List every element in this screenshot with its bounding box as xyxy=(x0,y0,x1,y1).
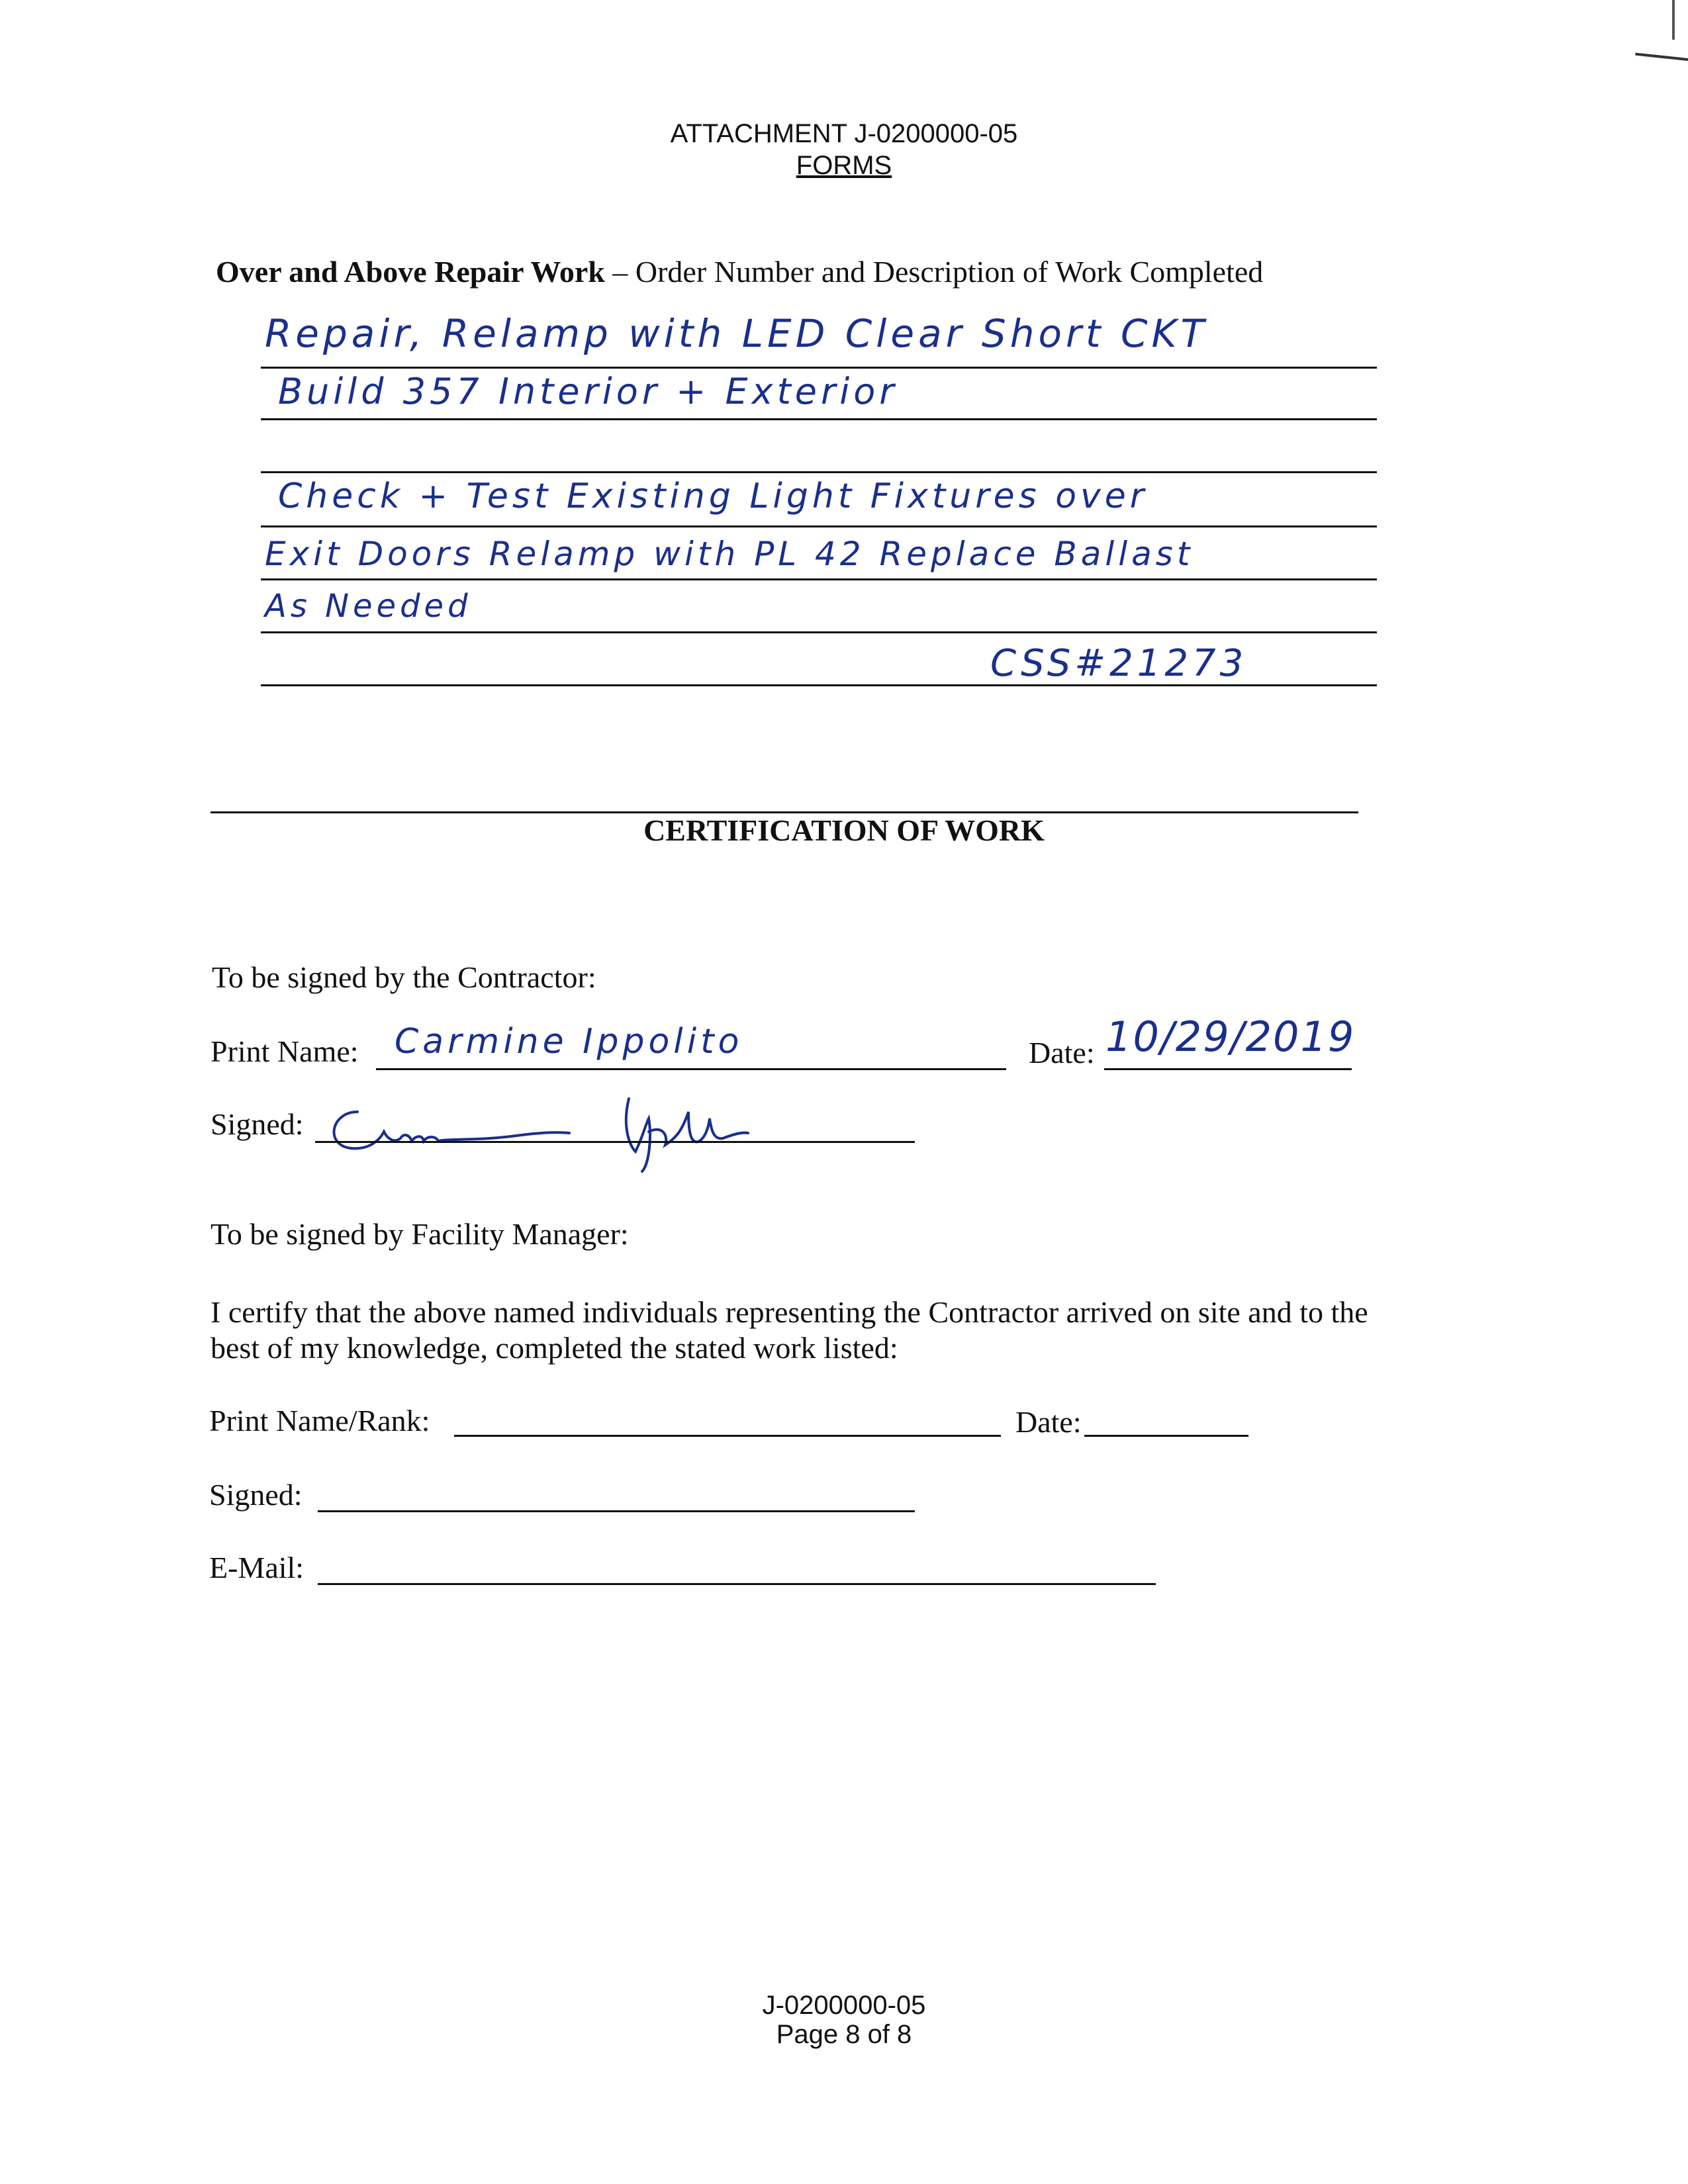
work-rule-4 xyxy=(261,525,1377,527)
scan-edge-mark-vertical xyxy=(1672,0,1675,40)
work-rule-2 xyxy=(261,418,1377,420)
forms-subtitle xyxy=(0,151,1688,181)
contractor-signed-label: Signed: xyxy=(211,1107,304,1141)
certify-statement-line-1: I certify that the above named individuals representing the Contractor arrived on site and to the xyxy=(211,1295,1368,1329)
fm-signed-line xyxy=(318,1510,915,1512)
contractor-print-name-label: Print Name: xyxy=(211,1034,359,1068)
work-line-2: Build 357 Interior + Exterior xyxy=(278,371,898,412)
work-line-order-number: CSS#21273 xyxy=(990,642,1248,685)
contractor-print-name-line xyxy=(376,1068,1006,1070)
section-heading-rest: – Order Number and Description of Work Completed xyxy=(604,255,1264,289)
work-rule-1 xyxy=(261,367,1377,369)
contractor-date-line xyxy=(1104,1068,1352,1070)
section-heading xyxy=(216,254,1263,289)
section-heading-bold: Over and Above Repair Work xyxy=(216,255,605,289)
contractor-intro: To be signed by the Contractor: xyxy=(212,960,596,994)
contractor-date-label: Date: xyxy=(1029,1036,1095,1069)
footer-doc-id: J-0200000-05 xyxy=(762,1991,926,2020)
contractor-signature xyxy=(318,1072,847,1178)
work-line-1: Repair, Relamp with LED Clear Short CKT xyxy=(265,311,1208,356)
work-line-4: Check + Test Existing Light Fixtures over xyxy=(278,477,1149,516)
work-rule-6 xyxy=(261,631,1377,633)
fm-signed-label: Signed: xyxy=(209,1478,303,1512)
facility-manager-intro: To be signed by Facility Manager: xyxy=(211,1217,629,1251)
contractor-print-name-value: Carmine Ippolito xyxy=(395,1022,743,1062)
certification-title: CERTIFICATION OF WORK xyxy=(643,813,1045,847)
work-line-6: As Needed xyxy=(265,588,472,625)
fm-email-label: E-Mail: xyxy=(209,1551,305,1584)
fm-print-name-rank-line xyxy=(454,1435,1001,1437)
contractor-date-value: 10/29/2019 xyxy=(1105,1013,1356,1061)
work-line-5: Exit Doors Relamp with PL 42 Replace Ballast xyxy=(265,535,1194,573)
footer-page-number: Page 8 of 8 xyxy=(776,2020,912,2049)
attachment-title: ATTACHMENT J-0200000-05 xyxy=(670,119,1018,148)
work-rule-5 xyxy=(261,578,1377,580)
fm-email-line xyxy=(318,1583,1156,1585)
contractor-signed-line xyxy=(315,1141,915,1143)
fm-date-line xyxy=(1084,1435,1248,1437)
fm-print-name-rank-label: Print Name/Rank: xyxy=(209,1404,430,1437)
work-rule-3 xyxy=(261,471,1377,473)
work-rule-7 xyxy=(261,684,1377,686)
scan-edge-mark xyxy=(1635,53,1688,61)
signature-drawing xyxy=(318,1072,847,1178)
forms-subtitle-text: FORMS xyxy=(796,151,892,180)
fm-date-label: Date: xyxy=(1015,1405,1082,1439)
certify-statement-line-2: best of my knowledge, completed the stated work listed: xyxy=(211,1331,898,1365)
